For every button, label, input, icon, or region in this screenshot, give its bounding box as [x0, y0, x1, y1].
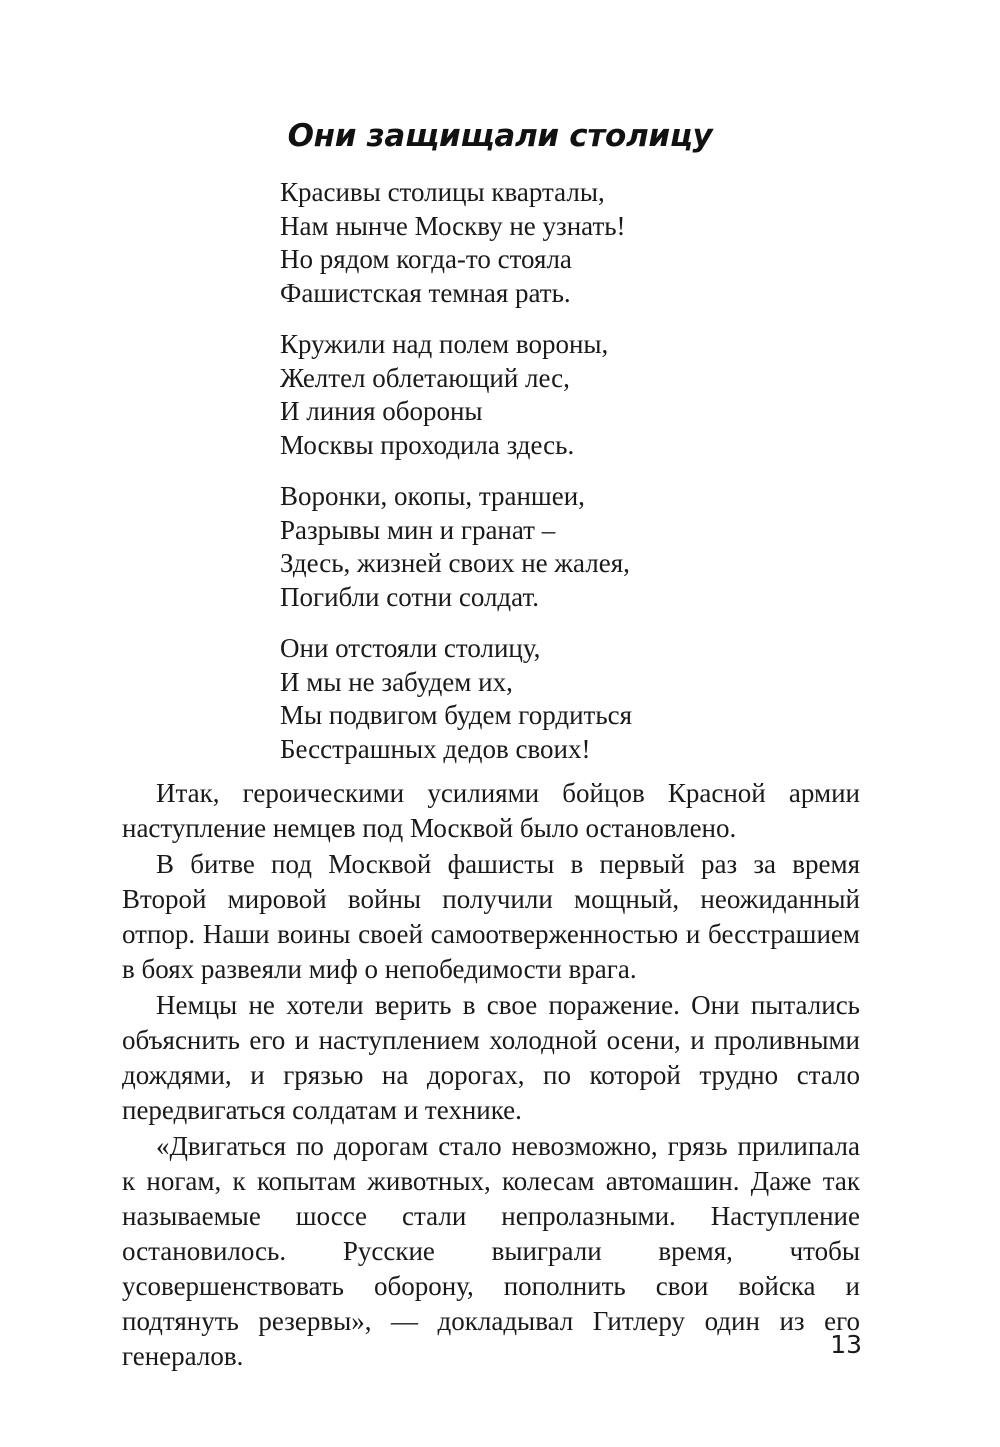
poem-stanza — [280, 176, 800, 310]
paragraph: Немцы не хотели верить в свое поражение. Они пытались объяснить его и наступлением холодной осени, и проливными дождями, и грязью на дорогах, по которой трудно стало передвигаться солдатам и технике. — [122, 990, 860, 1125]
poem-line: Нам нынче Москву не узнать! — [280, 210, 626, 241]
poem-line: Но рядом когда-то стояла — [280, 244, 572, 274]
poem-stanza — [280, 632, 800, 766]
poem-title: Они защищали столицу — [287, 118, 713, 154]
poem-line: Здесь, жизней своих не жалея, — [280, 548, 630, 578]
body-text — [122, 776, 860, 1375]
poem-line: Желтел облетающий лес, — [280, 362, 570, 393]
poem-line: Погибли сотни солдат. — [280, 581, 539, 612]
poem-line: Красивы столицы кварталы, — [280, 177, 605, 207]
poem-line: И линия обороны — [280, 396, 483, 426]
poem-line: Фашистская темная рать. — [280, 277, 571, 308]
paragraph: В битве под Москвой фашисты в первый раз за время Второй мировой войны получили мощный, неожиданный отпор. Наши воины своей самоотверженностью и бесстрашием в боях развеяли миф о непобедимости врага. — [122, 849, 860, 984]
poem-stanza — [280, 480, 800, 614]
poem-line: Бесстрашных дедов своих! — [280, 733, 591, 764]
page-number: 13 — [830, 1330, 862, 1359]
poem-line: Воронки, окопы, траншеи, — [280, 481, 585, 511]
paragraph: Итак, героическими усилиями бойцов Красной армии наступление немцев под Москвой было остановлено. — [122, 778, 860, 843]
paragraph: «Двигаться по дорогам стало невозможно, грязь прилипала к ногам, к копытам животных, колесам автомашин. Даже так называемые шоссе стали непролазными. Наступление остановилось. Русские выиграли время, чтобы усовершенствовать оборону, пополнить свои войска и подтянуть резервы», — докладывал Гитлеру один из его генералов. — [122, 1131, 860, 1371]
poem — [280, 176, 800, 784]
poem-line: Мы подвигом будем гордиться — [280, 700, 633, 730]
poem-line: И мы не забудем их, — [280, 666, 513, 697]
poem-line: Разрывы мин и гранат – — [280, 514, 556, 545]
poem-line: Они отстояли столицу, — [280, 633, 541, 663]
poem-stanza — [280, 328, 800, 462]
poem-line: Кружили над полем вороны, — [280, 329, 609, 359]
poem-line: Москвы проходила здесь. — [280, 429, 575, 460]
